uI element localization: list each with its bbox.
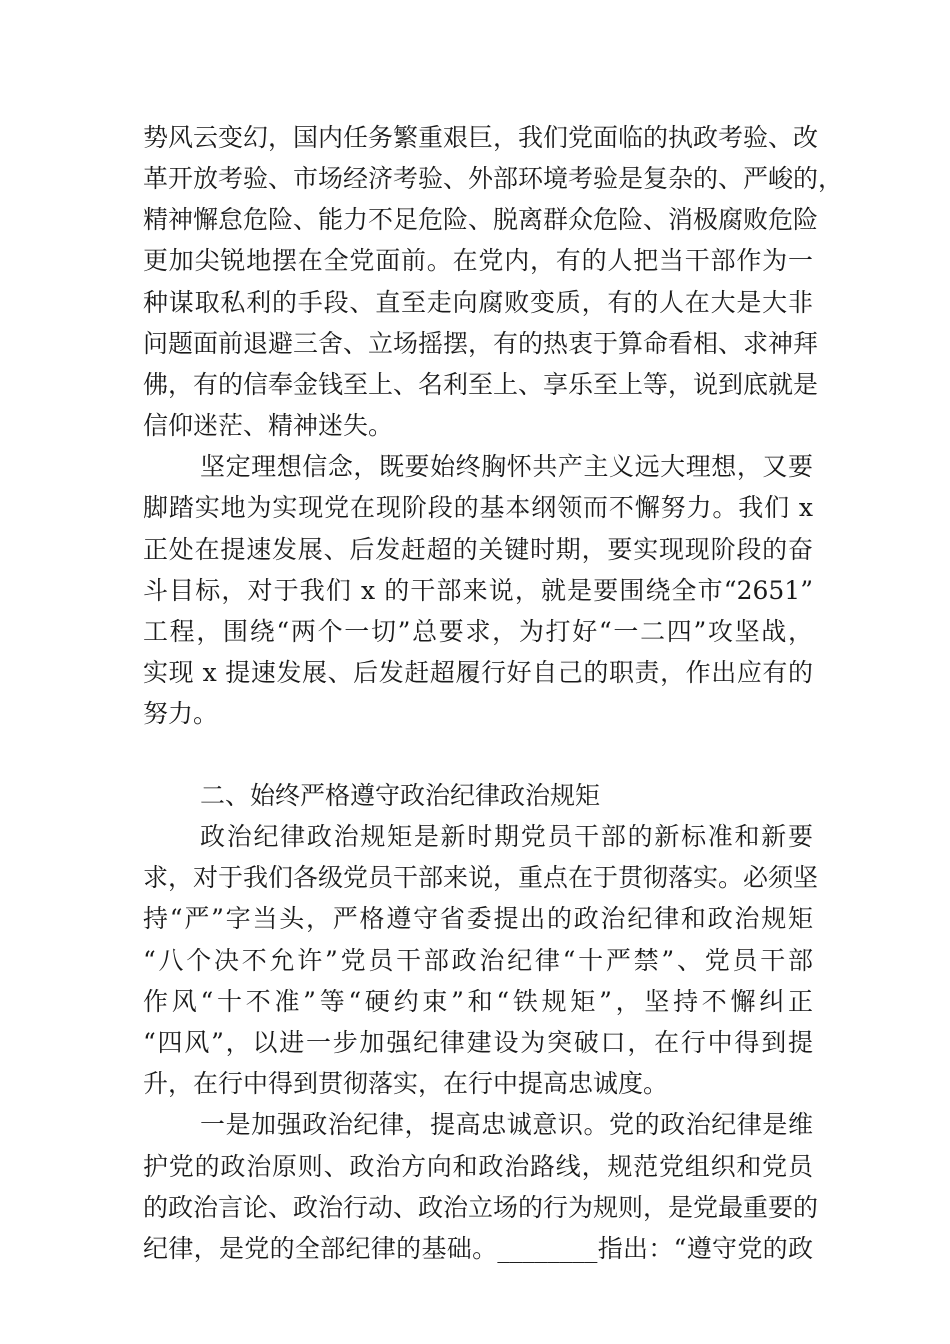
text-line: “四风”，以进一步加强纪律建设为突破口，在行中得到提 [143, 1028, 813, 1057]
text-line: 努力。 [143, 699, 219, 728]
text-line: 更加尖锐地摆在全党面前。在党内，有的人把当干部作为一 [143, 246, 813, 275]
section-heading: 二、始终严格遵守政治纪律政治规矩 [200, 781, 601, 810]
text-line: 信仰迷茫、精神迷失。 [143, 411, 394, 440]
text-line: 作风“十不准”等“硬约束”和“铁规矩”，坚持不懈纠正 [143, 987, 813, 1016]
text-line: 势风云变幻，国内任务繁重艰巨，我们党面临的执政考验、改 [143, 123, 819, 152]
text-line: 求，对于我们各级党员干部来说，重点在于贯彻落实。必须坚 [143, 863, 819, 892]
text-line: 斗目标，对于我们 x 的干部来说，就是要围绕全市“2651” [143, 576, 813, 605]
text-line: 革开放考验、市场经济考验、外部环境考验是复杂的、严峻的， [143, 164, 844, 193]
text-line: “八个决不允许”党员干部政治纪律“十严禁”、党员干部 [143, 946, 813, 975]
text-line: 佛，有的信奉金钱至上、名利至上、享乐至上等，说到底就是 [143, 370, 819, 399]
text-line: 一是加强政治纪律，提高忠诚意识。党的政治纪律是维 [200, 1110, 813, 1139]
text-line: 的政治言论、政治行动、政治立场的行为规则，是党最重要的 [143, 1193, 819, 1222]
text-line: 实现 x 提速发展、后发赶超履行好自己的职责，作出应有的 [143, 658, 813, 687]
text-line: 护党的政治原则、政治方向和政治路线，规范党组织和党员 [143, 1152, 813, 1181]
text-line: 正处在提速发展、后发赶超的关键时期，要实现现阶段的奋 [143, 535, 813, 564]
text-line: 问题面前退避三舍、立场摇摆，有的热衷于算命看相、求神拜 [143, 329, 819, 358]
text-line: 脚踏实地为实现党在现阶段的基本纲领而不懈努力。我们 x [143, 493, 813, 522]
text-line: 精神懈怠危险、能力不足危险、脱离群众危险、消极腐败危险 [143, 205, 819, 234]
text-line: 升，在行中得到贯彻落实，在行中提高忠诚度。 [143, 1069, 669, 1098]
text-line: 纪律，是党的全部纪律的基础。________指出：“遵守党的政 [143, 1234, 813, 1263]
text-line: 工程，围绕“两个一切”总要求，为打好“一二四”攻坚战， [143, 617, 813, 646]
text-line: 持“严”字当头，严格遵守省委提出的政治纪律和政治规矩 [143, 904, 813, 933]
text-line: 政治纪律政治规矩是新时期党员干部的新标准和新要 [200, 822, 813, 851]
text-line: 坚定理想信念，既要始终胸怀共产主义远大理想，又要 [200, 452, 813, 481]
text-line: 种谋取私利的手段、直至走向腐败变质，有的人在大是大非 [143, 288, 813, 317]
